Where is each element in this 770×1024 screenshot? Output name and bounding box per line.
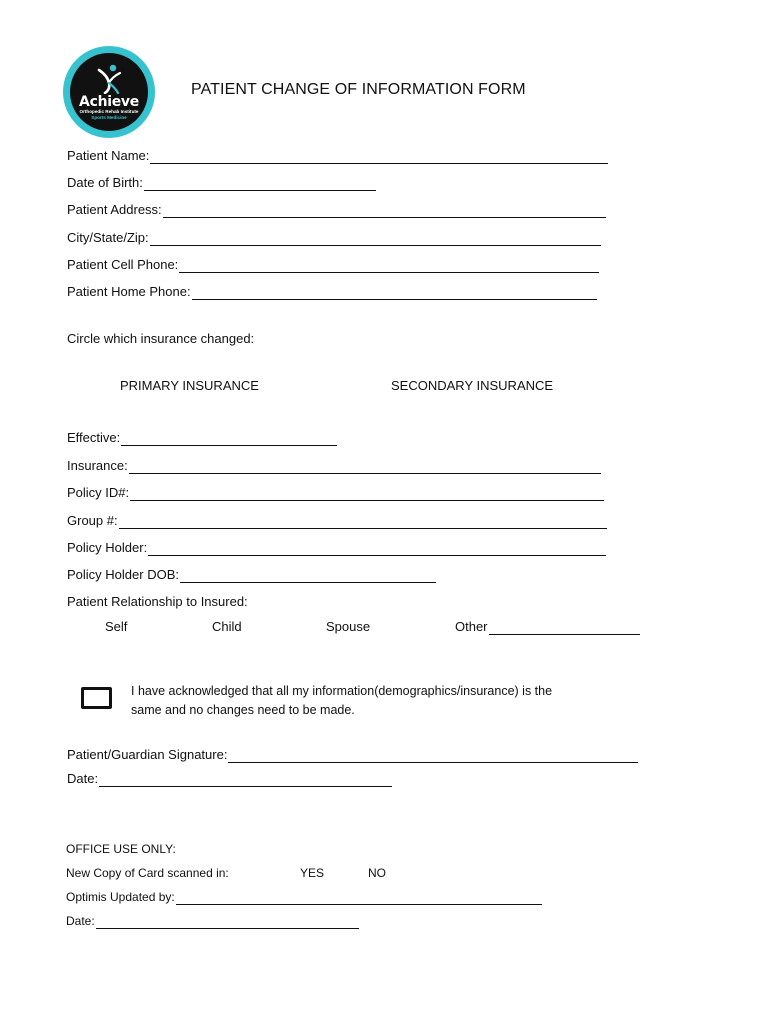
relationship-label: Patient Relationship to Insured: [67,594,248,609]
office-date-label: Date: [66,914,95,928]
secondary-insurance-option[interactable]: SECONDARY INSURANCE [391,378,554,393]
signature-line[interactable] [228,748,638,763]
acknowledgement-text: I have acknowledged that all my information(demographics/insurance) is the same and no changes need to be made. [131,684,553,717]
relationship-other-line[interactable] [489,620,640,635]
home-phone-label: Patient Home Phone: [67,284,191,299]
policy-holder-dob-line[interactable] [180,568,436,583]
signature-date-field[interactable] [67,769,392,787]
runner-figure-icon [96,64,122,94]
city-state-zip-field[interactable] [67,228,601,246]
effective-line[interactable] [121,431,337,446]
date-of-birth-line[interactable] [144,176,376,191]
card-scanned-label: New Copy of Card scanned in: [66,866,229,880]
date-of-birth-field[interactable] [67,173,376,191]
cell-phone-label: Patient Cell Phone: [67,257,179,272]
city-state-zip-line[interactable] [150,231,601,246]
patient-name-label: Patient Name: [67,148,150,163]
policy-holder-dob-label: Policy Holder DOB: [67,567,179,582]
policy-holder-line[interactable] [148,541,606,556]
signature-label: Patient/Guardian Signature: [67,747,228,762]
relationship-child-option[interactable]: Child [212,619,242,634]
policy-holder-field[interactable] [67,538,606,556]
signature-date-label: Date: [67,771,99,786]
home-phone-line[interactable] [192,285,597,300]
primary-insurance-option[interactable]: PRIMARY INSURANCE [120,378,259,393]
policy-holder-dob-field[interactable] [67,565,436,583]
group-line[interactable] [119,514,607,529]
logo-wordmark: Achieve [79,93,139,110]
insurance-prompt: Circle which insurance changed: [67,331,255,346]
form-title: PATIENT CHANGE OF INFORMATION FORM [191,81,526,98]
patient-address-label: Patient Address: [67,202,162,217]
acknowledge-checkbox[interactable] [81,687,112,709]
office-date-line[interactable] [96,914,359,929]
date-of-birth-label: Date of Birth: [67,175,143,190]
logo-subtitle-2: Sports Medicine [91,114,127,120]
city-state-zip-label: City/State/Zip: [67,230,149,245]
card-scanned-no[interactable]: NO [368,866,386,880]
relationship-other-field[interactable] [455,617,640,635]
group-field[interactable] [67,511,607,529]
insurance-field[interactable] [67,456,601,474]
relationship-spouse-option[interactable]: Spouse [326,619,371,634]
achieve-logo [63,46,155,138]
signature-date-line[interactable] [99,772,392,787]
home-phone-field[interactable] [67,282,597,300]
optimis-updated-field[interactable] [66,887,542,905]
cell-phone-line[interactable] [179,258,599,273]
office-use-heading: OFFICE USE ONLY: [66,842,176,856]
card-scanned-yes[interactable]: YES [300,866,325,880]
cell-phone-field[interactable] [67,255,599,273]
policy-holder-label: Policy Holder: [67,540,148,555]
patient-address-line[interactable] [163,203,606,218]
group-label: Group #: [67,513,118,528]
relationship-other-label: Other [455,619,488,634]
optimis-updated-label: Optimis Updated by: [66,890,175,904]
patient-name-field[interactable] [67,146,608,164]
office-date-field[interactable] [66,911,359,929]
relationship-self-option[interactable]: Self [105,619,128,634]
insurance-label: Insurance: [67,458,128,473]
logo-subtitle: Orthopedic Rehab Institute [79,108,139,114]
signature-field[interactable] [67,745,638,763]
patient-name-line[interactable] [150,149,608,164]
optimis-updated-line[interactable] [176,890,542,905]
patient-address-field[interactable] [67,200,606,218]
logo-badge [70,53,148,131]
insurance-line[interactable] [129,459,601,474]
policy-id-label: Policy ID#: [67,485,130,500]
effective-label: Effective: [67,430,121,445]
effective-field[interactable] [67,428,337,446]
policy-id-field[interactable] [67,483,604,501]
policy-id-line[interactable] [130,486,604,501]
